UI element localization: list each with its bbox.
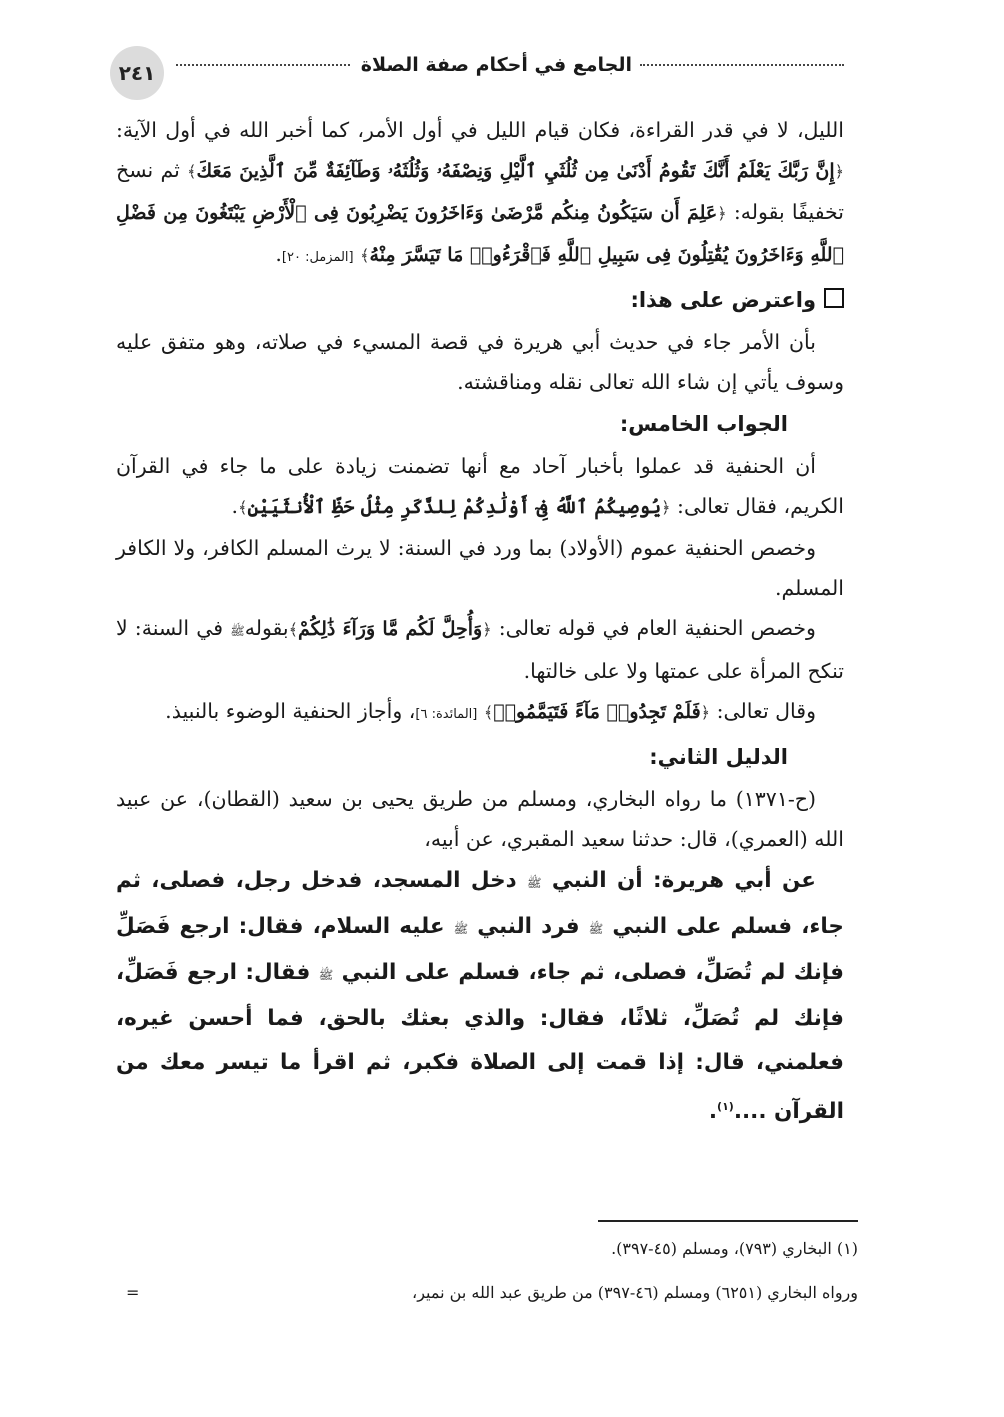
salawat-glyph: ﷺ [318,968,334,982]
verse-ornament-close: ﴾ [360,246,370,265]
footnote-separator [598,1220,858,1222]
salawat-glyph: ﷺ [588,922,604,936]
paragraph-night-prayer: الليل، لا في قدر القراءة، فكان قيام الليل في أول الأمر، كما أخبر الله في أول الآية: ﴿إِنَّ رَبَّكَ يَعْلَمُ أَنَّكَ تَقُومُ أَدْنَىٰ مِن ثُلُثَيِ ٱلَّيْلِ وَنِصْفَهُۥ وَثُلُثَهُۥ وَطَآئِفَةٌ مِّنَ ٱلَّذِينَ مَعَكَ﴾ ثم نسخ تخفيفًا بقوله: ﴿عَلِمَ أَن سَيَكُونُ مِنكُم مَّرْضَىٰ وَءَاخَرُونَ يَضْرِبُونَ فِى ٱلْأَرْضِ يَبْتَغُونَ مِن فَضْلِ ٱللَّهِ وَءَاخَرُونَ يُقَٰتِلُونَ فِى سَبِيلِ ٱللَّهِ فَٱقْرَءُوا۟ مَا تَيَسَّرَ مِنْهُ﴾ [المزمل: ٢٠]. [116,118,845,266]
quran-verse: يُوصِيكُمُ ٱللَّهُ فِىٓ أَوْلَٰدِكُمْ لِلذَّكَرِ مِثْلُ حَظِّ ٱلْأُنثَيَيْنِ [247,496,662,518]
page-body [116,110,844,1134]
verse-ornament-open: ﴿ [834,162,844,181]
header-dotted-rule-right [640,64,844,66]
header-dotted-rule-left [176,64,350,66]
running-title: الجامع في أحكام صفة الصلاة [360,54,632,76]
paragraph-isnad: (ح-١٣٧١) ما رواه البخاري، ومسلم من طريق يحيى بن سعيد (القطان)، عن عبيد الله (العمري)، قال: حدثنا سعيد المقبري، عن أبيه، [116,787,844,851]
verse-ornament-open: ﴿ [661,498,671,517]
section-heading-objection: واعترض على هذا: [116,278,844,322]
verse-ornament-open: ﴿ [482,620,492,639]
paragraph-answer5: أن الحنفية قد عملوا بأخبار آحاد مع أنها تضمنت زيادة على ما جاء في القرآن الكريم، فقال تعالى: ﴿يُوصِيكُمُ ٱللَّهُ فِىٓ أَوْلَٰدِكُمْ لِلذَّكَرِ مِثْلُ حَظِّ ٱلْأُنثَيَيْنِ﴾. [116,454,844,518]
salawat-glyph: ﷺ [230,624,245,638]
quran-verse: إِنَّ رَبَّكَ يَعْلَمُ أَنَّكَ تَقُومُ أَدْنَىٰ مِن ثُلُثَيِ ٱلَّيْلِ وَنِصْفَهُۥ وَثُلُثَهُۥ وَطَآئِفَةٌ مِّنَ ٱلَّذِينَ مَعَكَ [196,160,835,182]
footnote-2: ورواه البخاري (٦٢٥١) ومسلم (٤٦-٣٩٧) من طريق عبد الله بن نمير، [412,1283,858,1302]
paragraph-awlad: وخصص الحنفية عموم (الأولاد) بما ورد في السنة: لا يرث المسلم الكافر، ولا الكافر المسلم. [116,536,844,600]
section-heading-answer5: الجواب الخامس: [619,412,788,436]
salawat-glyph: ﷺ [526,876,542,890]
footnote-continuation-mark: = [126,1283,140,1302]
footnote-1: (١) البخاري (٧٩٣)، ومسلم (٤٥-٣٩٧). [611,1239,858,1258]
quran-verse: وَأُحِلَّ لَكُم مَّا وَرَآءَ ذَٰلِكُمْ [298,618,483,640]
hadith-text: عن أبي هريرة: أن النبي ﷺ دخل المسجد، فدخل رجل، فصلى، ثم جاء، فسلم على النبي ﷺ فرد النبي ﷺ عليه السلام، فقال: ارجع فَصَلِّ فإنك لم تُصَلِّ، فصلى، ثم جاء، فسلم على النبي ﷺ فقال: ارجع فَصَلِّ، فإنك لم تُصَلِّ، ثلاثًا، فقال: والذي بعثك بالحق، فما أحسن غيره، فعلمني، قال: إذا قمت إلى الصلاة فكبر، ثم اقرأ ما تيسر معك من القرآن ....$^{(١)}$. [116,868,844,1125]
paragraph-objection: بأن الأمر جاء في حديث أبي هريرة في قصة المسيء في صلاته، وهو متفق عليه وسوف يأتي إن شاء الله تعالى نقله ومناقشته. [116,330,844,394]
quran-verse: عَلِمَ أَن سَيَكُونُ مِنكُم مَّرْضَىٰ وَءَاخَرُونَ يَضْرِبُونَ فِى ٱلْأَرْضِ يَبْتَغُونَ مِن فَضْلِ ٱللَّهِ وَءَاخَرُونَ يُقَٰتِلُونَ فِى سَبِيلِ ٱللَّهِ فَٱقْرَءُوا۟ مَا تَيَسَّرَ مِنْهُ [116,202,844,266]
verse-ornament-close: ﴾ [483,703,494,722]
salawat-glyph: ﷺ [453,922,469,936]
paragraph-tayammum: وقال تعالى: ﴿فَلَمْ تَجِدُوا۟ مَآءً فَتَيَمَّمُوا۟﴾ [المائدة: ٦]، وأجاز الحنفية الوضوء بالنبيذ. [165,699,816,723]
section-heading-evidence2: الدليل الثاني: [649,745,788,769]
quran-verse: فَلَمْ تَجِدُوا۟ مَآءً فَتَيَمَّمُوا۟ [493,701,701,723]
verse-reference: [المزمل: ٢٠] [281,250,354,265]
verse-ornament-open: ﴿ [700,703,711,722]
verse-reference: [المائدة: ٦] [415,707,478,722]
verse-ornament-close: ﴾ [288,620,298,639]
page-number: ٢٤١ [110,46,164,100]
checkbox-square-icon [824,288,844,308]
footnote-marker[interactable]: (١) [717,1100,734,1113]
verse-ornament-close: ﴾ [187,162,197,181]
verse-ornament-close: ﴾ [238,498,248,517]
page-header [106,44,844,100]
paragraph-aam: وخصص الحنفية العام في قوله تعالى: ﴿وَأُحِلَّ لَكُم مَّا وَرَآءَ ذَٰلِكُمْ﴾بقولهﷺ في السنة: لا تنكح المرأة على عمتها ولا على خالتها. [116,616,844,683]
verse-ornament-open: ﴿ [717,204,727,223]
